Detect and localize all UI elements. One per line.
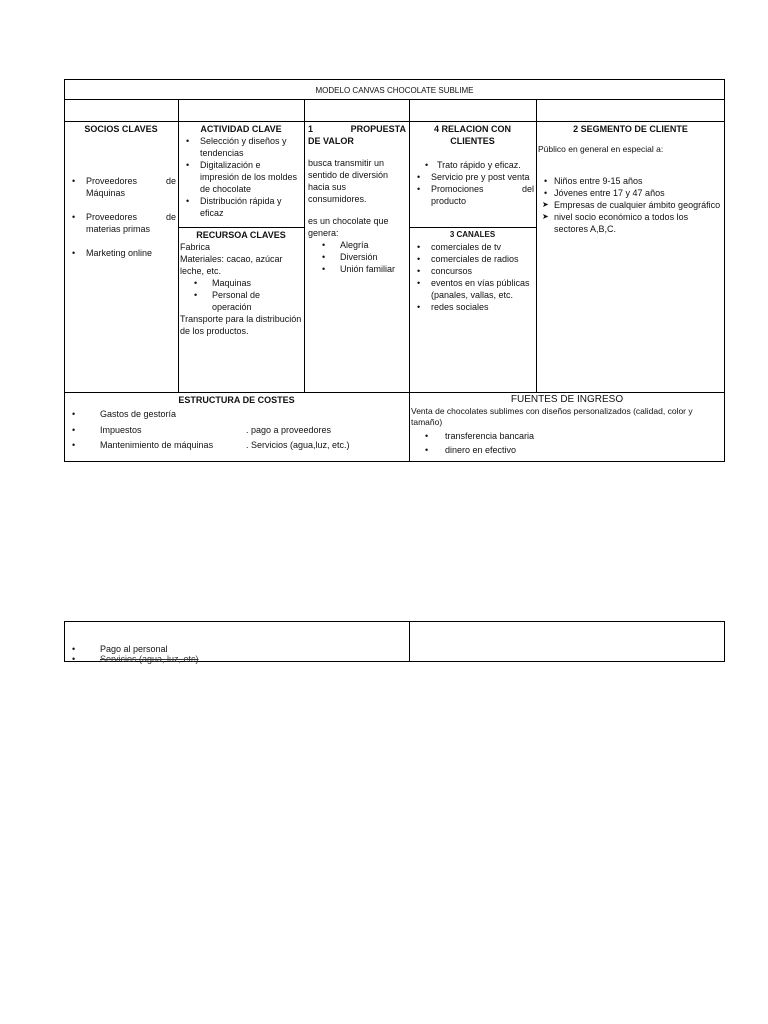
list-item: • Alegría [308, 239, 406, 251]
socios-section [66, 123, 176, 259]
ingresos-text: Venta de chocolates sublimes con diseños personalizados (calidad, color y tamaño) [411, 406, 693, 427]
list-item: • Marketing online [66, 247, 176, 259]
list-item: • Jóvenes entre 17 y 47 años [538, 187, 723, 199]
list-item: • Diversión [308, 251, 406, 263]
socios-list [66, 175, 176, 259]
relacion-canales-divider [409, 227, 536, 228]
list-item: • Personal de operación [180, 289, 302, 313]
list-item: • Impuestos . pago a proveedores [66, 424, 407, 436]
costes-header: ESTRUCTURA DE COSTES [178, 395, 295, 405]
list-item: • Niños entre 9-15 años [538, 175, 723, 187]
relacion-section [411, 123, 534, 207]
propuesta-text-1: busca transmitir un sentido de diversión hacia sus consumidores. [308, 158, 389, 204]
list-item: • Maquinas [180, 277, 302, 289]
propuesta-header: 1 PROPUESTA [308, 124, 406, 134]
list-item: • Distribución rápida y eficaz [180, 195, 302, 219]
propuesta-header-2: DE VALOR [308, 136, 354, 146]
ingresos-section [411, 394, 723, 456]
recursos-line-fabrica: Fabrica [180, 242, 211, 252]
costes-item2-extra: . pago a proveedores [246, 425, 332, 435]
propuesta-text-2: es un chocolate que genera: [308, 216, 389, 238]
canales-section [411, 229, 534, 313]
list-item: • Servicios (agua, luz, etc) [66, 653, 366, 665]
actividad-recursos-divider [178, 227, 304, 228]
list-item: • Servicio pre y post venta [411, 171, 534, 183]
list-item: ➤ nivel socio económico a todos los sectores A,B,C. [538, 211, 723, 235]
list-item: • Pago al personal [66, 643, 366, 655]
costes-list [66, 408, 407, 451]
canvas-title: MODELO CANVAS CHOCOLATE SUBLIME [315, 86, 474, 95]
col-divider-3 [409, 99, 410, 462]
bottom-table-divider [409, 621, 410, 662]
recursos-header: RECURSOA CLAVES [196, 230, 286, 240]
actividad-header: ACTIVIDAD CLAVE [200, 124, 282, 134]
costes-section [66, 394, 407, 451]
col-divider-1 [178, 99, 179, 392]
bottom-section-divider [64, 392, 725, 393]
list-item: • eventos en vías públicas (panales, vallas, etc. [411, 277, 534, 301]
relacion-header: 4 RELACION CON CLIENTES [433, 124, 511, 146]
socios-header: SOCIOS CLAVES [84, 124, 158, 134]
list-item: • dinero en efectivo [411, 444, 723, 456]
list-item: • Selección y diseños y tendencias [180, 135, 302, 159]
costes-item3-extra: . Servicios (agua,luz, etc.) [246, 440, 350, 450]
col-divider-4 [536, 99, 537, 392]
list-item: • Mantenimiento de máquinas . Servicios (agua,luz, etc.) [66, 439, 407, 451]
list-item: • Proveedores de Máquinas [66, 175, 176, 199]
recursos-list [180, 277, 302, 313]
canales-header: 3 CANALES [449, 230, 496, 239]
segmento-section [538, 123, 723, 235]
blank-row-divider [64, 121, 725, 122]
canales-list [411, 241, 534, 313]
title-row-divider [64, 99, 725, 100]
recursos-line-materiales: Materiales: cacao, azúcar leche, etc. [180, 254, 283, 276]
relacion-list [411, 159, 534, 207]
ingresos-header: FUENTES DE INGRESO [510, 394, 624, 405]
list-item: • Digitalización e impresión de los moldes de chocolate [180, 159, 302, 195]
col-divider-2 [304, 99, 305, 392]
propuesta-section [308, 123, 406, 275]
actividad-list [180, 135, 302, 219]
segmento-header: 2 SEGMENTO DE CLIENTE [573, 124, 688, 134]
propuesta-list [308, 239, 406, 275]
list-item: • concursos [411, 265, 534, 277]
list-item: • Unión familiar [308, 263, 406, 275]
list-item: • Proveedores de materias primas [66, 211, 176, 235]
ingresos-list [411, 430, 723, 456]
list-item: ➤ Empresas de cualquier ámbito geográfico [538, 199, 723, 211]
segmento-list [538, 175, 723, 235]
list-item: • Promociones del producto [411, 183, 534, 207]
list-item: • Trato rápido y eficaz. [411, 159, 534, 171]
list-item: • transferencia bancaria [411, 430, 723, 442]
list-item: • comerciales de radios [411, 253, 534, 265]
bottom-table-list [66, 643, 366, 665]
list-item: • redes sociales [411, 301, 534, 313]
segmento-intro: Público en general en especial a: [538, 144, 664, 154]
actividad-section [180, 123, 302, 219]
recursos-section [180, 229, 302, 337]
recursos-line-transporte: Transporte para la distribución de los productos. [180, 314, 302, 336]
list-item: • comerciales de tv [411, 241, 534, 253]
list-item: • Gastos de gestoría [66, 408, 407, 420]
